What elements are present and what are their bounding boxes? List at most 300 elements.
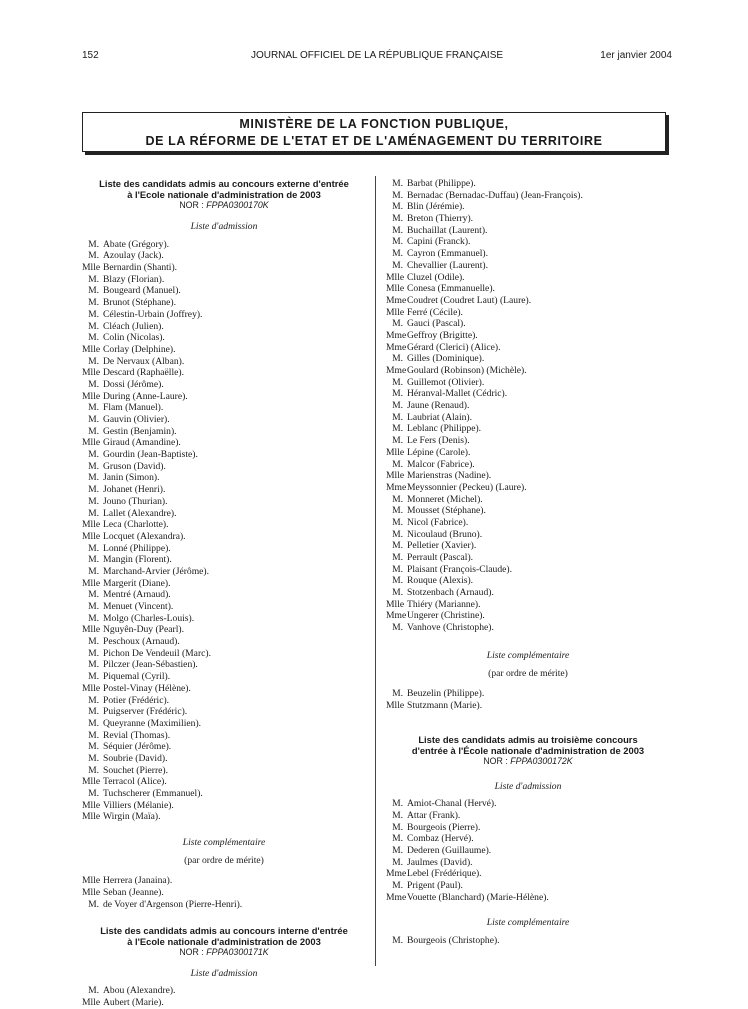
candidate-name: Bourgeois (Pierre).: [407, 821, 481, 833]
candidate-name: Nicoulaud (Bruno).: [407, 528, 483, 540]
civility: M.: [88, 238, 99, 250]
civility: M.: [392, 552, 403, 563]
list-item: [82, 601, 366, 613]
candidate-name: Locquet (Alexandra).: [103, 530, 186, 542]
civility: Mlle: [386, 283, 405, 295]
candidate-name: Lebel (Frédérique).: [407, 868, 482, 880]
list-item: [386, 798, 670, 810]
civility: M.: [88, 565, 99, 577]
civility: Mlle: [386, 446, 405, 458]
list-item: [82, 671, 366, 683]
list-item: [82, 274, 366, 286]
candidate-name: Queyranne (Maximilien).: [103, 717, 202, 729]
candidate-name: During (Anne-Laure).: [103, 390, 188, 402]
candidate-name: De Nervaux (Alban).: [103, 355, 185, 367]
civility: M.: [392, 809, 403, 821]
candidate-name: Tuchscherer (Emmanuel).: [103, 788, 203, 800]
list-item: [82, 589, 366, 601]
list-item: [386, 610, 670, 622]
civility: M.: [88, 308, 99, 320]
civility: M.: [88, 378, 99, 390]
civility: Mme: [386, 341, 407, 353]
list-item: [386, 342, 670, 354]
list-item: [82, 239, 366, 251]
civility: M.: [392, 587, 403, 599]
list-item: [386, 412, 670, 424]
candidate-name: Azoulay (Jack).: [103, 250, 164, 262]
list-item: [82, 659, 366, 671]
candidate-name: Molgo (Charles-Louis).: [103, 612, 195, 624]
candidate-name: Guillemot (Olivier).: [407, 376, 485, 388]
list-item: [82, 997, 366, 1009]
candidate-name: Flam (Manuel).: [103, 402, 164, 414]
list-item: [386, 935, 670, 947]
list-item: [82, 437, 366, 449]
civility: M.: [88, 507, 99, 519]
list-item: [386, 587, 670, 599]
list-item: [386, 833, 670, 845]
list-item: [82, 262, 366, 274]
list-item: [386, 190, 670, 202]
list-item: [82, 613, 366, 625]
civility: Mlle: [82, 519, 101, 531]
list-item: [386, 459, 670, 471]
civility: Mme: [386, 329, 407, 341]
merit-note-externe: (par ordre de mérite): [184, 854, 264, 866]
civility: Mlle: [82, 776, 101, 788]
candidate-name: Jouno (Thurian).: [103, 495, 168, 507]
list-item: [82, 321, 366, 333]
list-item: [386, 470, 670, 482]
candidate-name: Stotzenbach (Arnaud).: [407, 587, 494, 599]
list-item: [82, 402, 366, 414]
candidate-name: Célestin-Urbain (Joffrey).: [103, 308, 203, 320]
list-item: [386, 540, 670, 552]
civility: M.: [392, 845, 403, 857]
list-item: [82, 554, 366, 566]
candidate-name: Wirgin (Maïa).: [103, 811, 161, 823]
civility: M.: [392, 423, 403, 435]
candidate-name: Geffroy (Brigitte).: [407, 329, 478, 341]
list-item: [82, 800, 366, 812]
civility: Mlle: [82, 343, 101, 355]
page-header: [82, 50, 672, 64]
list-item: [82, 496, 366, 508]
civility: M.: [88, 554, 99, 566]
civility: M.: [392, 821, 403, 833]
candidate-name: Lallet (Alexandre).: [103, 507, 177, 519]
civility: Mlle: [82, 887, 101, 899]
candidate-name: Menuet (Vincent).: [103, 601, 174, 613]
list-item: [386, 295, 670, 307]
civility: M.: [392, 458, 403, 470]
civility: M.: [88, 484, 99, 496]
candidate-name: Bougeard (Manuel).: [103, 285, 181, 297]
civility: M.: [88, 788, 99, 800]
candidate-name: Gauci (Pascal).: [407, 318, 466, 330]
list-item: [82, 887, 366, 899]
candidate-name: Leca (Charlotte).: [103, 519, 169, 531]
civility: M.: [88, 273, 99, 285]
civility: Mlle: [82, 996, 101, 1008]
civility: M.: [88, 460, 99, 472]
list-item: [386, 880, 670, 892]
civility: M.: [392, 411, 403, 423]
candidate-name: Herrera (Janaina).: [103, 875, 173, 887]
civility: M.: [392, 540, 403, 552]
list-item: [386, 400, 670, 412]
candidate-name: Gruson (David).: [103, 460, 166, 472]
candidate-name: Blazy (Florian).: [103, 273, 165, 285]
civility: M.: [392, 493, 403, 505]
candidate-name: Pichon De Vendeuil (Marc).: [103, 647, 211, 659]
civility: M.: [392, 833, 403, 845]
list-item: [386, 307, 670, 319]
candidate-name: Combaz (Hervé).: [407, 833, 474, 845]
civility: Mme: [386, 365, 407, 376]
civility: M.: [88, 402, 99, 414]
candidate-name: Capini (Franck).: [407, 236, 471, 248]
candidate-name: Seban (Jeanne).: [103, 887, 164, 899]
civility: M.: [88, 472, 99, 484]
candidate-name: Johanet (Henri).: [103, 484, 166, 496]
candidate-name: Monneret (Michel).: [407, 493, 483, 505]
complementary-heading-interne: Liste complémentaire: [486, 649, 570, 661]
candidate-name: Cayron (Emmanuel).: [407, 248, 488, 260]
list-item: [386, 810, 670, 822]
complementary-list-interne: [386, 688, 670, 711]
civility: M.: [88, 297, 99, 309]
civility: M.: [392, 505, 403, 517]
candidate-name: Mousset (Stéphane).: [407, 505, 486, 517]
civility: Mlle: [386, 598, 405, 610]
list-item: [386, 857, 670, 869]
candidate-name: Nicol (Fabrice).: [407, 516, 469, 528]
civility: M.: [88, 729, 99, 741]
list-item: [82, 875, 366, 887]
list-item: [386, 353, 670, 365]
list-item: [82, 309, 366, 321]
candidate-name: Amiot-Chanal (Hervé).: [407, 798, 497, 810]
civility: Mme: [386, 891, 407, 903]
list-item: [82, 741, 366, 753]
civility: M.: [88, 659, 99, 671]
civility: Mme: [386, 868, 407, 880]
candidate-name: Buchaillat (Laurent).: [407, 224, 488, 236]
candidate-name: Pilczer (Jean-Sébastien).: [103, 659, 198, 671]
candidate-name: Héranval-Mallet (Cédric).: [407, 388, 508, 400]
candidate-name: Breton (Thierry).: [407, 213, 474, 225]
complementary-heading-externe: Liste complémentaire: [182, 837, 266, 849]
list-item: [82, 636, 366, 648]
list-item: [82, 624, 366, 636]
page-number: 152: [82, 50, 99, 61]
civility: M.: [88, 612, 99, 624]
list-item: [386, 283, 670, 295]
civility: M.: [88, 706, 99, 718]
list-item: [82, 706, 366, 718]
civility: M.: [88, 425, 99, 437]
list-item: [82, 426, 366, 438]
list-item: [82, 484, 366, 496]
civility: M.: [88, 589, 99, 601]
candidate-name: Beuzelin (Philippe).: [407, 688, 485, 700]
candidate-name: Cléach (Julien).: [103, 320, 164, 332]
candidate-name: Stutzmann (Marie).: [407, 699, 483, 711]
list-item: [82, 765, 366, 777]
civility: M.: [88, 355, 99, 367]
candidate-name: Gourdin (Jean-Baptiste).: [103, 449, 198, 461]
civility: M.: [88, 495, 99, 507]
candidate-name: Mentré (Arnaud).: [103, 589, 171, 601]
list-item: [386, 447, 670, 459]
civility: Mlle: [82, 530, 101, 542]
civility: M.: [392, 201, 403, 213]
merit-note-interne: (par ordre de mérite): [488, 667, 568, 679]
list-item: [386, 377, 670, 389]
civility: M.: [88, 542, 99, 554]
civility: M.: [392, 935, 403, 947]
civility: M.: [392, 236, 403, 248]
list-item: [386, 517, 670, 529]
list-item: [82, 508, 366, 520]
list-item: [386, 494, 670, 506]
list-item: [82, 985, 366, 997]
civility: M.: [392, 856, 403, 868]
civility: Mme: [386, 610, 407, 622]
candidate-name: Peschoux (Arnaud).: [103, 636, 180, 648]
civility: Mlle: [82, 577, 101, 589]
civility: M.: [88, 694, 99, 706]
candidate-name: Abate (Grégory).: [103, 238, 170, 250]
civility: M.: [392, 388, 403, 400]
admission-list-troisieme: [386, 798, 670, 903]
civility: M.: [88, 636, 99, 648]
candidate-name: Meyssonnier (Peckeu) (Laure).: [407, 481, 527, 493]
civility: Mlle: [82, 367, 101, 379]
list-item: [386, 552, 670, 564]
list-item: [386, 201, 670, 213]
candidate-name: Conesa (Emmanuelle).: [407, 283, 495, 295]
candidate-name: Ungerer (Christine).: [407, 610, 485, 622]
nor-reference-troisieme: NOR : FPPA0300172K: [483, 755, 573, 766]
candidate-name: Gauvin (Olivier).: [103, 414, 170, 426]
candidate-name: Cluzel (Odile).: [407, 271, 465, 283]
list-item: [386, 688, 670, 700]
candidate-name: Goulard (Robinson) (Michèle).: [407, 365, 527, 376]
list-item: [386, 892, 670, 904]
list-item: [82, 379, 366, 391]
list-item: [82, 695, 366, 707]
candidate-name: Jaune (Renaud).: [407, 400, 470, 412]
admission-list-interne-part-2: [386, 178, 670, 634]
list-item: [82, 776, 366, 788]
list-item: [386, 225, 670, 237]
list-item: [386, 505, 670, 517]
list-item: [386, 845, 670, 857]
list-item: [82, 391, 366, 403]
list-item: [82, 578, 366, 590]
civility: Mlle: [386, 470, 405, 482]
candidate-name: Gérard (Clerici) (Alice).: [407, 341, 501, 353]
candidate-name: Coudret (Coudret Laut) (Laure).: [407, 294, 532, 306]
civility: Mme: [386, 481, 407, 493]
list-item: [386, 529, 670, 541]
nor-reference-interne: NOR : FPPA0300171K: [179, 946, 269, 957]
civility: M.: [88, 741, 99, 753]
list-item: [386, 575, 670, 587]
list-item: [82, 531, 366, 543]
admission-heading-externe: Liste d'admission: [190, 221, 258, 232]
admission-heading-interne: Liste d'admission: [190, 967, 258, 979]
civility: M.: [392, 880, 403, 892]
civility: M.: [88, 449, 99, 461]
list-item: [386, 272, 670, 284]
candidate-name: Dederen (Guillaume).: [407, 845, 492, 857]
list-item: [82, 285, 366, 297]
civility: M.: [392, 798, 403, 810]
candidate-name: Marchand-Arvier (Jérôme).: [103, 565, 210, 577]
section-title-interne: Liste des candidats admis au concours interne d'entrée à l'Ecole nationale d'administration de 2003: [100, 924, 348, 947]
list-item: [82, 472, 366, 484]
list-item: [82, 250, 366, 262]
admission-list-externe: [82, 239, 366, 823]
candidate-name: Leblanc (Philippe).: [407, 423, 482, 435]
candidate-name: Bernadac (Bernadac-Duffau) (Jean-François).: [407, 189, 583, 201]
candidate-name: Villiers (Mélanie).: [103, 799, 174, 811]
list-item: [82, 297, 366, 309]
civility: Mlle: [386, 699, 405, 711]
issue-date: 1er janvier 2004: [600, 50, 672, 61]
list-item: [82, 367, 366, 379]
candidate-name: Pelletier (Xavier).: [407, 540, 477, 552]
civility: M.: [88, 671, 99, 683]
ministry-heading-box: [82, 112, 666, 152]
candidate-name: Piquemal (Cyril).: [103, 671, 171, 683]
candidate-name: Malcor (Fabrice).: [407, 458, 475, 470]
candidate-name: Terracol (Alice).: [103, 776, 167, 788]
list-item: [82, 519, 366, 531]
list-item: [82, 543, 366, 555]
candidate-name: Séquier (Jérôme).: [103, 741, 172, 753]
list-item: [82, 683, 366, 695]
candidate-name: Descard (Raphaëlle).: [103, 367, 184, 379]
complementary-heading-troisieme: Liste complémentaire: [486, 917, 570, 929]
column-divider: [375, 176, 376, 966]
left-column: [82, 178, 366, 1009]
candidate-name: Janin (Simon).: [103, 472, 160, 484]
list-item: [386, 822, 670, 834]
candidate-name: Le Fers (Denis).: [407, 435, 470, 447]
candidate-name: Abou (Alexandre).: [103, 985, 176, 997]
list-item: [386, 423, 670, 435]
list-item: [82, 344, 366, 356]
nor-reference-externe: NOR : FPPA0300170K: [179, 200, 269, 210]
list-item: [386, 700, 670, 712]
candidate-name: Dossi (Jérôme).: [103, 378, 164, 390]
candidate-name: Marienstras (Nadine).: [407, 470, 492, 482]
list-item: [82, 718, 366, 730]
civility: M.: [392, 248, 403, 260]
list-item: [82, 811, 366, 823]
civility: M.: [392, 318, 403, 330]
candidate-name: Mangin (Florent).: [103, 554, 172, 566]
civility: M.: [88, 250, 99, 262]
candidate-name: Revial (Thomas).: [103, 729, 171, 741]
civility: M.: [392, 400, 403, 412]
candidate-name: Nguyên-Duy (Pearl).: [103, 624, 184, 636]
list-item: [386, 330, 670, 342]
candidate-name: Gestin (Benjamin).: [103, 425, 177, 437]
candidate-name: Brunot (Stéphane).: [103, 297, 177, 309]
civility: M.: [88, 414, 99, 426]
civility: Mlle: [82, 437, 101, 449]
candidate-name: Gilles (Dominique).: [407, 353, 485, 365]
civility: M.: [88, 898, 99, 910]
civility: M.: [88, 717, 99, 729]
admission-heading-troisieme: Liste d'admission: [494, 780, 562, 792]
admission-list-interne-part-1: [82, 985, 366, 1008]
civility: M.: [392, 259, 403, 271]
candidate-name: Postel-Vinay (Hélène).: [103, 682, 191, 694]
civility: Mme: [386, 294, 407, 306]
candidate-name: Rouque (Alexis).: [407, 575, 474, 587]
civility: M.: [392, 575, 403, 587]
civility: M.: [392, 622, 403, 634]
candidate-name: Lépine (Carole).: [407, 446, 471, 458]
civility: M.: [88, 601, 99, 613]
candidate-name: Vanhove (Christophe).: [407, 622, 494, 634]
list-item: [386, 260, 670, 272]
civility: M.: [392, 224, 403, 236]
civility: M.: [88, 764, 99, 776]
list-item: [386, 435, 670, 447]
civility: Mlle: [82, 390, 101, 402]
complementary-list-troisieme: [386, 935, 670, 947]
ministry-line-2: DE LA RÉFORME DE L'ETAT ET DE L'AMÉNAGEMENT DU TERRITOIRE: [145, 134, 603, 148]
list-item: [82, 648, 366, 660]
candidate-name: Attar (Frank).: [407, 809, 461, 821]
candidate-name: Thiéry (Marianne).: [407, 598, 481, 610]
civility: M.: [392, 516, 403, 528]
list-item: [82, 566, 366, 578]
candidate-name: Perrault (Pascal).: [407, 552, 474, 563]
civility: M.: [392, 178, 403, 189]
candidate-name: Laubriat (Alain).: [407, 411, 472, 423]
section-title-externe: Liste des candidats admis au concours externe d'entrée à l'Ecole nationale d'administration de 2003: [99, 178, 349, 200]
candidate-name: Vouette (Blanchard) (Marie-Hélène).: [407, 891, 549, 903]
candidate-name: de Voyer d'Argenson (Pierre-Henri).: [103, 898, 243, 910]
list-item: [386, 248, 670, 260]
list-item: [386, 178, 670, 190]
candidate-name: Lonné (Philippe).: [103, 542, 171, 554]
list-item: [386, 868, 670, 880]
candidate-name: Aubert (Marie).: [103, 996, 164, 1008]
list-item: [82, 449, 366, 461]
civility: M.: [392, 213, 403, 225]
civility: Mlle: [82, 682, 101, 694]
civility: Mlle: [82, 262, 101, 274]
list-item: [386, 213, 670, 225]
list-item: [386, 388, 670, 400]
civility: M.: [392, 353, 403, 365]
candidate-name: Potier (Frédéric).: [103, 694, 170, 706]
civility: M.: [392, 563, 403, 575]
civility: Mlle: [386, 306, 405, 318]
candidate-name: Souchet (Pierre).: [103, 764, 169, 776]
candidate-name: Prigent (Paul).: [407, 880, 463, 892]
civility: M.: [392, 528, 403, 540]
